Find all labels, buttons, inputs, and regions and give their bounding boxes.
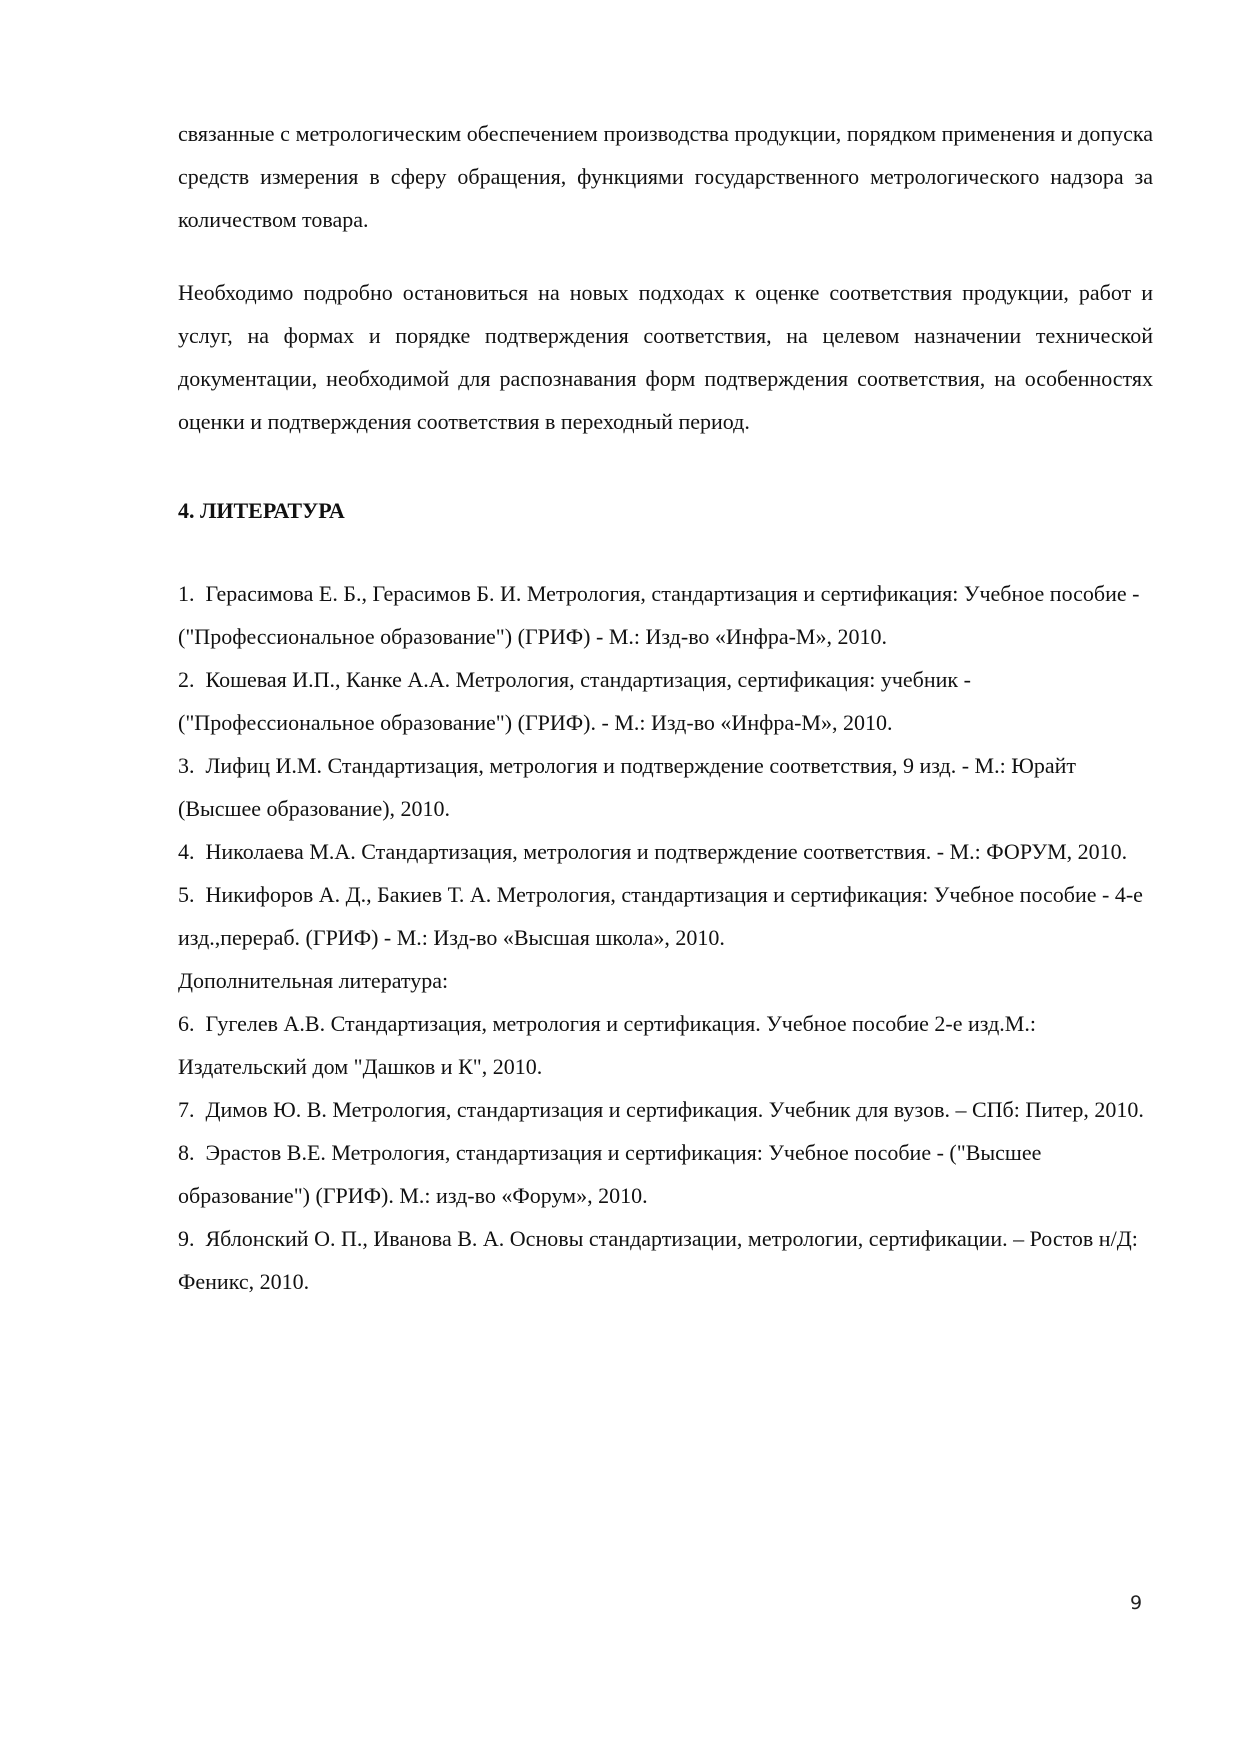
reference-number: 1. <box>178 581 195 606</box>
additional-literature-label: Дополнительная литература: <box>178 968 449 993</box>
reference-text: Николаева М.А. Стандартизация, метрология и подтверждение соответствия. - М.: ФОРУМ, 2010. <box>205 839 1128 864</box>
reference-text: Никифоров А. Д., Бакиев Т. А. Метрология, стандартизация и сертификация: Учебное пособие - 4-е изд.,перераб. (ГРИФ) - М.: Изд-во «Высшая школа», 2010. <box>178 882 1143 950</box>
reference-item <box>178 572 1153 658</box>
reference-number: 8. <box>178 1140 195 1165</box>
reference-text: Герасимова Е. Б., Герасимов Б. И. Метрология, стандартизация и сертификация: Учебное пособие - ("Профессиональное образование") (ГРИФ) - М.: Изд-во «Инфра-М», 2010. <box>178 581 1140 649</box>
paragraph-conformity-assessment: Необходимо подробно остановиться на новых подходах к оценке соответствия продукции, работ и услуг, на формах и порядке подтверждения соответствия, на целевом назначении технической документации, необходимой для распознавания форм подтверждения соответствия, на особенностях оценки и подтверждения соответствия в переходный период. <box>178 280 1153 434</box>
reference-number: 4. <box>178 839 195 864</box>
reference-number: 3. <box>178 753 195 778</box>
page-content <box>178 112 1153 1303</box>
reference-item <box>178 873 1153 959</box>
reference-text: Гугелев А.В. Стандартизация, метрология и сертификация. Учебное пособие 2-е изд.М.: Издательский дом "Дашков и К", 2010. <box>178 1011 1036 1079</box>
reference-list <box>178 572 1153 1303</box>
section-heading-literature: 4. ЛИТЕРАТУРА <box>178 498 345 523</box>
reference-number: 6. <box>178 1011 195 1036</box>
reference-item <box>178 744 1153 830</box>
reference-item <box>178 830 1153 873</box>
reference-text: Лифиц И.М. Стандартизация, метрология и подтверждение соответствия, 9 изд. - М.: Юрайт (Высшее образование), 2010. <box>178 753 1076 821</box>
reference-number: 2. <box>178 667 195 692</box>
reference-number: 5. <box>178 882 195 907</box>
page-number: 9 <box>1130 1592 1143 1614</box>
reference-item <box>178 658 1153 744</box>
reference-item <box>178 1002 1153 1088</box>
paragraph-metrology-support: связанные с метрологическим обеспечением производства продукции, порядком применения и допуска средств измерения в сферу обращения, функциями государственного метрологического надзора за количеством товара. <box>178 121 1153 232</box>
reference-item <box>178 1217 1153 1303</box>
reference-number: 7. <box>178 1097 195 1122</box>
reference-text: Эрастов В.Е. Метрология, стандартизация и сертификация: Учебное пособие - ("Высшее образование") (ГРИФ). М.: изд-во «Форум», 2010. <box>178 1140 1042 1208</box>
reference-text: Димов Ю. В. Метрология, стандартизация и сертификация. Учебник для вузов. – СПб: Питер, 2010. <box>205 1097 1144 1122</box>
reference-text: Яблонский О. П., Иванова В. А. Основы стандартизации, метрологии, сертификации. – Ростов н/Д: Феникс, 2010. <box>178 1226 1138 1294</box>
reference-item <box>178 1131 1153 1217</box>
reference-text: Кошевая И.П., Канке А.А. Метрология, стандартизация, сертификация: учебник - ("Профессиональное образование") (ГРИФ). - М.: Изд-во «Инфра-М», 2010. <box>178 667 971 735</box>
reference-item <box>178 1088 1153 1131</box>
reference-number: 9. <box>178 1226 195 1251</box>
